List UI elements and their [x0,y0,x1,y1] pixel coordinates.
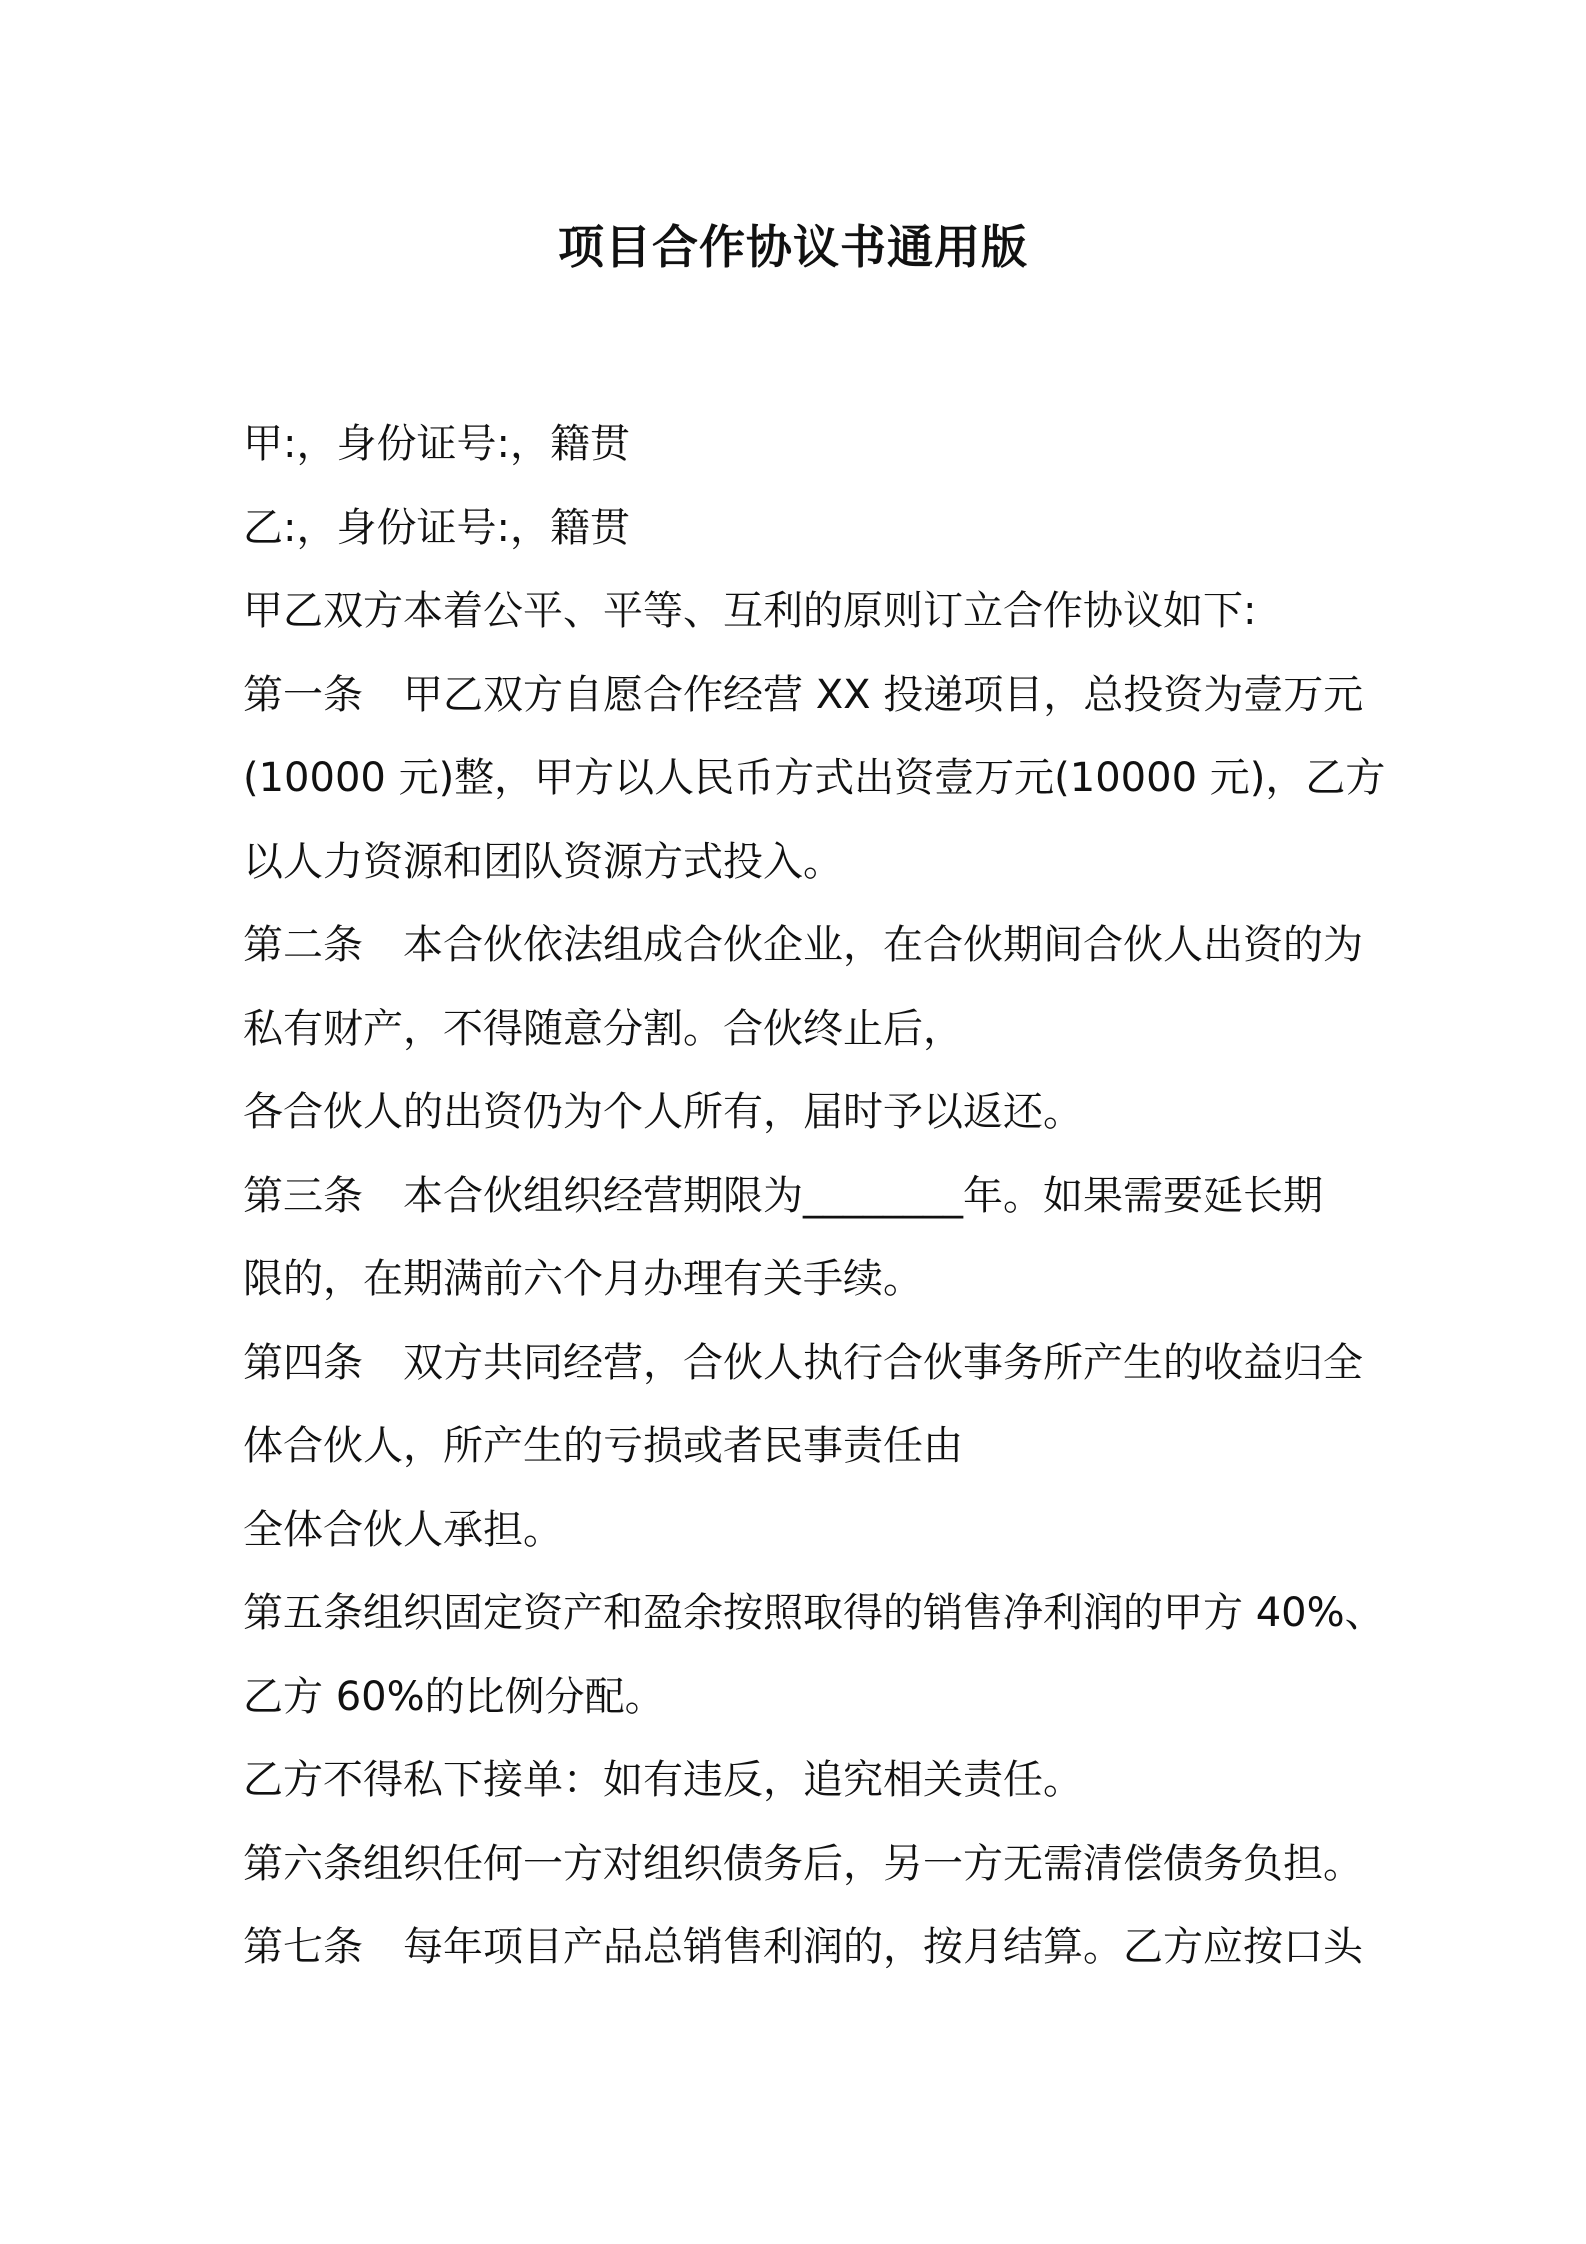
clause-no-private-orders: 乙方不得私下接单：如有违反，追究相关责任。 [243,1757,1083,1803]
article-7-line-1: 第七条 每年项目产品总销售利润的，按月结算。乙方应按口头 [243,1924,1363,1970]
party-b-line: 乙:，身份证号:，籍贯 [243,504,630,551]
article-4-line-3: 全体合伙人承担。 [243,1506,563,1553]
article-2-line-2: 私有财产，不得随意分割。合伙终止后， [243,1005,963,1052]
article-3-line-1: 第三条 本合伙组织经营期限为________年。如果需要延长期 [243,1172,1323,1219]
article-4-line-2: 体合伙人，所产生的亏损或者民事责任由 [243,1423,963,1469]
article-2-line-3: 各合伙人的出资仍为个人所有，届时予以返还。 [243,1089,1083,1135]
article-5-line-1: 第五条组织固定资产和盈余按照取得的销售净利润的甲方 40%、 [243,1590,1385,1636]
preamble-line: 甲乙双方本着公平、平等、互利的原则订立合作协议如下: [243,588,1257,634]
article-3-line-2: 限的，在期满前六个月办理有关手续。 [243,1256,923,1302]
party-a-line: 甲:，身份证号:，籍贯 [243,421,630,467]
article-4-line-1: 第四条 双方共同经营，合伙人执行合伙事务所产生的收益归全 [243,1339,1363,1386]
article-1-line-3: 以人力资源和团队资源方式投入。 [243,838,843,885]
article-1-line-2: (10000 元)整，甲方以人民币方式出资壹万元(10000 元)，乙方 [243,755,1386,801]
article-1-line-1: 第一条 甲乙双方自愿合作经营 XX 投递项目，总投资为壹万元 [243,671,1364,718]
article-6-line-1: 第六条组织任何一方对组织债务后，另一方无需清偿债务负担。 [243,1840,1363,1887]
document-body [243,403,1386,1990]
document-title: 项目合作协议书通用版 [558,220,1028,274]
article-2-line-1: 第二条 本合伙依法组成合伙企业，在合伙期间合伙人出资的为 [243,922,1363,968]
article-5-line-2: 乙方 60%的比例分配。 [243,1673,665,1720]
